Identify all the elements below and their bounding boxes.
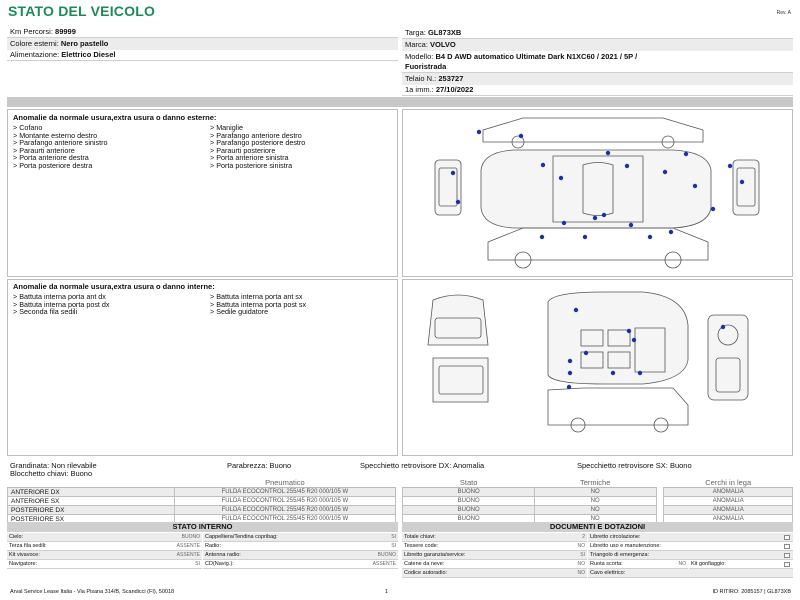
cell-value: NO [577,561,585,567]
cell-label: Terza fila sedili: [9,543,47,549]
checkbox[interactable] [784,562,790,567]
footer-id: ID RITIRO: 2085157 | GL873XB [712,589,791,595]
tyre-position: POSTERIORE SX [8,515,175,524]
list-item: > Parafango anteriore sinistro [13,138,108,148]
state-column-header: Stato [403,478,534,488]
document-cell [588,533,793,542]
alloy-column-header: Cerchi in lega [664,478,793,488]
model-value-line2: Fuoristrada [405,62,447,71]
cell-label: Cielo: [9,534,24,540]
tyre-rims: NO [534,488,656,497]
tyre-position: ANTERIORE SX [8,497,175,506]
document-cell [588,560,688,569]
km-row [7,26,398,38]
document-cell [402,560,587,569]
list-item: > Battuta interna porta ant sx [210,292,303,301]
cell-value: BUONO [181,534,200,540]
internal-damage-panel [7,279,398,456]
tyre-alloy: ANOMALIA [664,488,793,497]
cell-value: SI [580,552,585,558]
list-item: > Porta anteriore destra [13,153,89,163]
tyre-position: POSTERIORE DX [8,506,175,515]
internal-state-cell [203,542,398,551]
table-row [8,497,793,506]
car-interior-illustration [403,280,792,455]
external-damage-list-1 [13,124,108,170]
keys-status: Blocchetto chiavi: Buono [10,469,93,478]
model-value-line1: B4 D AWD automatico Ultimate Dark N1XC60 / 2021 / 5P / [435,52,638,61]
revision-label: Rev. A [776,10,791,16]
model-row-2 [402,61,793,73]
list-item: > Battuta interna porta post dx [13,299,110,309]
tyre-state: BUONO [403,506,534,515]
document-cell [588,551,793,560]
document-cell [588,569,793,578]
tyre-column-header: Pneumatico [175,478,395,488]
model-label: Modello: [405,52,434,61]
cell-label: Catene da neve: [404,561,445,567]
fuel-row [7,49,398,61]
internal-state-cell [7,542,202,551]
external-damage-list-2 [210,124,305,170]
internal-state-cell [203,560,398,569]
chassis-label: Telaio N.: [405,74,437,83]
table-row [8,506,793,515]
document-cell [689,560,793,569]
cell-label: CD(Navig.): [205,561,234,567]
tyre-rims: NO [534,515,656,524]
list-item: > Porta anteriore sinistra [210,153,289,163]
footer-company: Arval Service Lease Italia - Via Pisana 314/B, Scandicci (FI), 50018 [10,589,175,595]
checkbox[interactable] [784,535,790,540]
cell-label: Codice autoradio: [404,570,448,576]
cell-label: Navigatore: [9,561,38,567]
cell-value: BUONO [377,552,396,558]
fuel-value: Elettrico Diesel [61,50,116,59]
chassis-value: 253727 [438,74,464,83]
document-cell [402,533,587,542]
cell-label: Kit vivavoce: [9,552,40,558]
list-item: > Parafango posteriore destro [210,138,306,148]
brand-row [402,39,793,51]
cell-value: ASSENTE [176,552,200,558]
rims-column-header: Termiche [534,478,656,488]
internal-state-title: STATO INTERNO [7,522,398,532]
plate-row [402,27,793,39]
cell-value: NO [577,543,585,549]
color-label: Colore esterni: [10,39,59,48]
list-item: > Porta posteriore sinistra [210,160,293,170]
tyre-model: FULDA ECOCONTROL 255/45 R20 000/105 W [175,497,395,506]
list-item: > Maniglie [210,123,243,132]
cell-value: SI [391,534,396,540]
cell-value: 2 [582,534,585,540]
internal-state-cell [7,551,202,560]
cell-label: Tessere code: [404,543,439,549]
tyre-rims: NO [534,497,656,506]
first-reg-row [402,84,793,96]
list-item: > Porta posteriore destra [13,160,93,170]
plate-value: GL873XB [427,28,462,37]
checkbox[interactable] [784,544,790,549]
document-cell [402,551,587,560]
cell-value: NO [577,570,585,576]
list-item: > Paraurti anteriore [13,145,75,155]
windshield-status: Parabrezza: Buono [227,461,292,470]
list-item: > Battuta interna porta post sx [210,299,307,309]
cell-label: Antenna radio: [205,552,241,558]
mirror-sx-status: Specchietto retrovisore SX: Buono [577,461,692,470]
cell-value: ASSENTE [372,561,396,567]
external-damage-panel [7,109,398,277]
list-item: > Battuta interna porta ant dx [13,292,106,301]
cell-label: Cavo elettrico: [590,570,626,576]
list-item: > Cofano [13,123,43,132]
section-divider [7,97,793,107]
tyre-model: FULDA ECOCONTROL 255/45 R20 000/105 W [175,515,395,524]
list-item: > Montante esterno destro [13,130,98,140]
tyre-model: FULDA ECOCONTROL 255/45 R20 000/105 W [175,488,395,497]
external-damage-title: Anomalie da normale usura,extra usura o danno esterne: [13,113,217,122]
list-item: > Parafango anteriore destro [210,130,302,140]
tyre-alloy: ANOMALIA [664,515,793,524]
color-value: Nero pastello [60,39,109,48]
internal-damage-list-1 [13,293,110,316]
cell-label: Cappelliera/Tendina copribag: [205,534,278,540]
cell-label: Totale chiavi: [404,534,436,540]
cell-value: NO [678,561,686,567]
first-reg-value: 27/10/2022 [435,85,474,94]
document-cell [402,569,587,578]
internal-state-cell [7,560,202,569]
cell-label: Libretto circolazione: [590,534,641,540]
tyre-alloy: ANOMALIA [664,497,793,506]
cell-label: Radio: [205,543,221,549]
internal-damage-list-2 [210,293,306,316]
tyre-position: ANTERIORE DX [8,488,175,497]
cell-label: Triangolo di emergenza: [590,552,650,558]
mirror-dx-status: Specchietto retrovisore DX: Anomalia [360,461,485,470]
fuel-label: Alimentazione: [10,50,60,59]
first-reg-label: 1a imm.: [405,85,434,94]
cell-value: SI [391,543,396,549]
tyre-alloy: ANOMALIA [664,506,793,515]
tyres-header-row [8,478,793,488]
tyre-rims: NO [534,506,656,515]
list-item: > Paraurti posteriore [210,145,276,155]
table-row [8,488,793,497]
internal-state-cell [203,533,398,542]
document-cell [588,542,793,551]
external-car-diagram [402,109,793,277]
internal-damage-title: Anomalie da normale usura,extra usura o danno interne: [13,282,215,291]
tyre-state: BUONO [403,488,534,497]
list-item: > Sedile guidatore [210,307,269,317]
cell-value: ASSENTE [176,543,200,549]
brand-value: VOLVO [430,40,456,49]
cell-label: Libretto uso e manutenzione: [590,543,661,549]
cell-value: SI [195,561,200,567]
car-exterior-illustration [403,110,792,276]
hail-status: Grandinata: Non rilevabile [10,461,97,470]
list-item: > Seconda fila sedili [13,307,78,317]
footer-page-number: 1 [385,589,389,595]
document-cell [402,542,587,551]
tyres-table [7,478,793,524]
checkbox[interactable] [784,553,790,558]
page-title: STATO DEL VEICOLO [8,3,156,19]
cell-label: Ruota scorta: [590,561,623,567]
plate-label: Targa: [405,28,426,37]
cell-label: Libretto garanzia/service: [404,552,466,558]
tyre-state: BUONO [403,515,534,524]
tyre-model: FULDA ECOCONTROL 255/45 R20 000/105 W [175,506,395,515]
internal-state-cell [7,533,202,542]
km-value: 89999 [55,27,76,36]
internal-car-diagram [402,279,793,456]
cell-label: Kit gonfiaggio: [691,561,726,567]
brand-label: Marca: [405,40,428,49]
documents-title: DOCUMENTI E DOTAZIONI [402,522,793,532]
km-label: Km Percorsi: [10,27,53,36]
tyre-state: BUONO [403,497,534,506]
internal-state-cell [203,551,398,560]
